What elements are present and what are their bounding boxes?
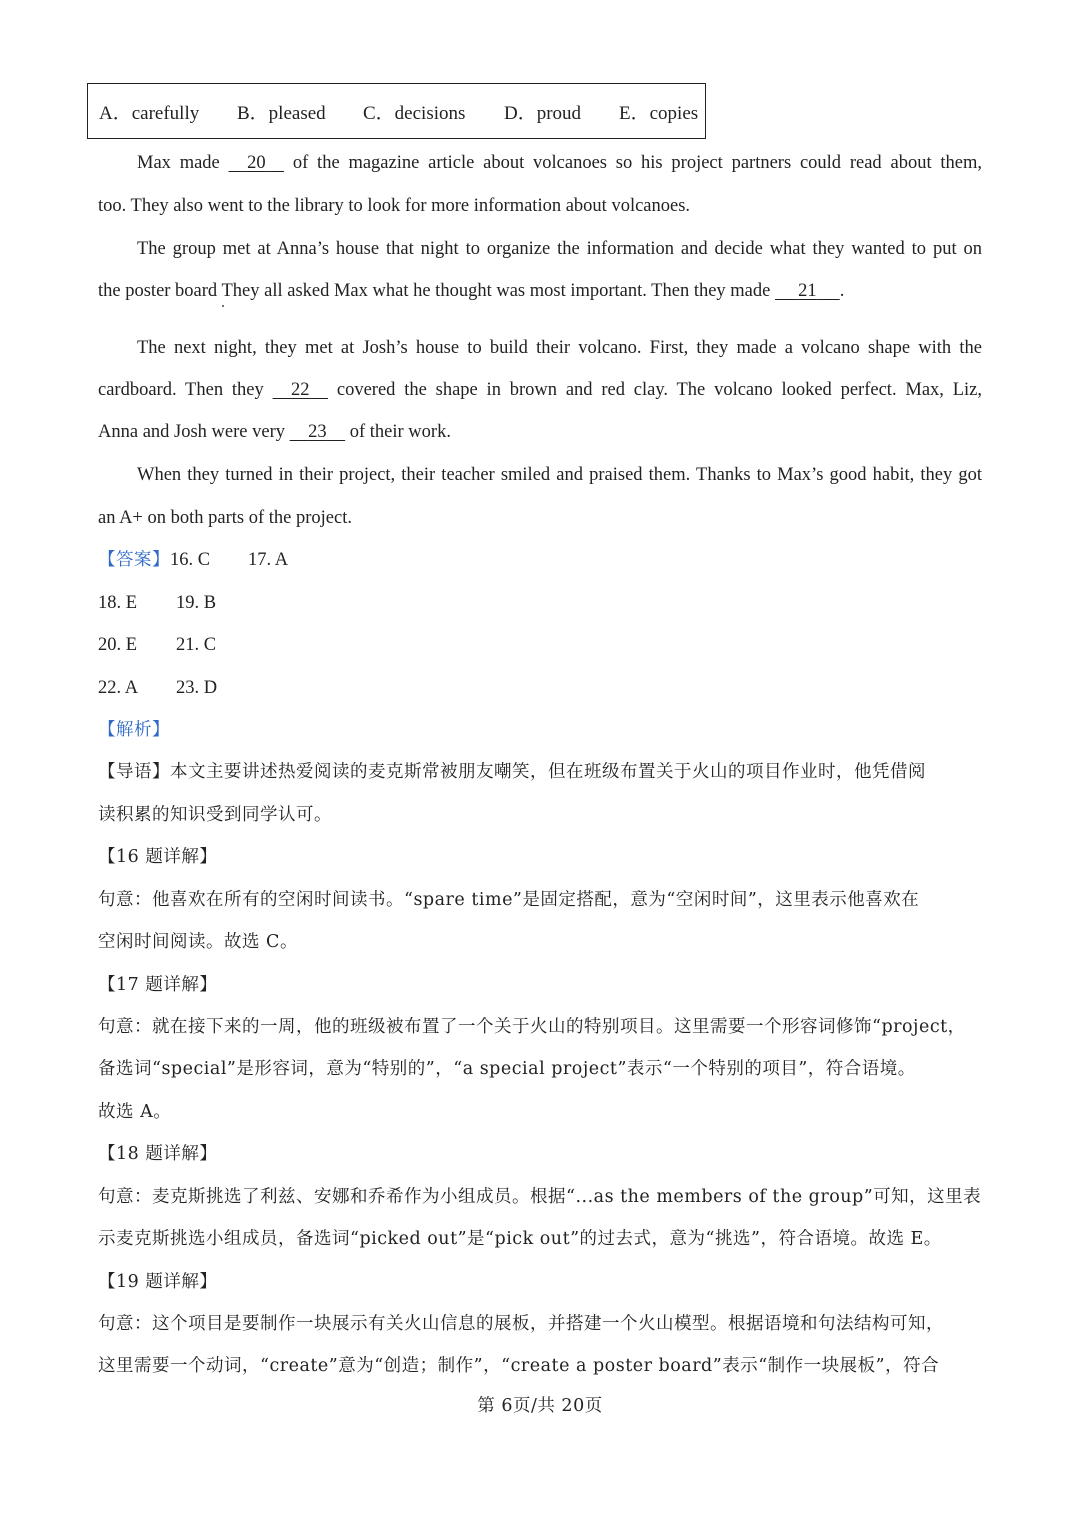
answer-row: 【答案】16. C 17. A [98, 550, 289, 570]
q19-heading: 【19 题详解】 [98, 1272, 218, 1292]
answer-label: 【答案】 [98, 550, 170, 570]
q17-line: 句意：就在接下来的一周，他的班级被布置了一个关于火山的特别项目。这里需要一个形容词修饰“project， [98, 1017, 966, 1037]
option-c: C．decisions [363, 102, 466, 124]
page-footer: 第 6页/共 20页 [477, 1396, 603, 1416]
q16-line: 空闲时间阅读。故选 C。 [98, 932, 298, 952]
word-options-box [87, 83, 706, 139]
analysis-label: 【解析】 [98, 720, 170, 740]
q18-line: 句意：麦克斯挑选了利兹、安娜和乔希作为小组成员。根据“...as the members of the group”可知，这里表 [98, 1187, 982, 1207]
q17-heading: 【17 题详解】 [98, 975, 218, 995]
intro-line: 读积累的知识受到同学认可。 [98, 805, 332, 825]
q19-line: 这里需要一个动词，“create”意为“创造；制作”，“create a poster board”表示“制作一块展板”，符合 [98, 1356, 940, 1376]
q18-heading: 【18 题详解】 [98, 1144, 218, 1164]
passage-line: The next night, they met at Josh’s house to build their volcano. First, they made a volcano shape with the [137, 338, 982, 358]
q19-line: 句意：这个项目是要制作一块展示有关火山信息的展板，并搭建一个火山模型。根据语境和句法结构可知， [98, 1314, 944, 1334]
blank-23: 23 [308, 422, 327, 442]
passage-line: When they turned in their project, their teacher smiled and praised them. Thanks to Max’s good habit, they got [137, 465, 982, 485]
passage-line: cardboard. Then they 22 covered the shape in brown and red clay. The volcano looked perfect. Max, Liz, [98, 380, 983, 400]
option-b: B．pleased [237, 102, 326, 124]
q17-line: 备选词“special”是形容词，意为“特别的”，“a special project”表示“一个特别的项目”，符合语境。 [98, 1059, 916, 1079]
passage-line: Max made 20 of the magazine article about volcanoes so his project partners could read about them, [137, 153, 982, 173]
passage-line: The group met at Anna’s house that night to organize the information and decide what they wanted to put on [137, 239, 982, 259]
passage-line: too. They also went to the library to look for more information about volcanoes. [98, 196, 691, 216]
q16-heading: 【16 题详解】 [98, 847, 218, 867]
option-e: E．copies [619, 102, 699, 124]
blank-22: 22 [291, 380, 310, 400]
q17-line: 故选 A。 [98, 1102, 172, 1122]
answer-row: 22. A 23. D [98, 678, 218, 698]
blank-20: 20 [247, 153, 266, 173]
q18-line: 示麦克斯挑选小组成员，备选词“picked out”是“pick out”的过去式，意为“挑选”，符合语境。故选 E。 [98, 1229, 942, 1249]
q16-line: 句意：他喜欢在所有的空闲时间读书。“spare time”是固定搭配，意为“空闲时间”，这里表示他喜欢在 [98, 890, 920, 910]
passage-line: an A+ on both parts of the project. [98, 508, 352, 528]
option-a: A．carefully [99, 102, 200, 124]
passage-line: Anna and Josh were very 23 of their work. [98, 422, 451, 442]
option-d: D．proud [504, 102, 582, 124]
answer-row: 18. E 19. B [98, 593, 217, 613]
answer-row: 20. E 21. C [98, 635, 217, 655]
blank-21: 21 [798, 281, 817, 301]
passage-line: the poster board They all asked Max what he thought was most important. Then they made 21 . [98, 281, 845, 301]
stray-dot [222, 305, 224, 307]
intro-line: 【导语】本文主要讲述热爱阅读的麦克斯常被朋友嘲笑，但在班级布置关于火山的项目作业时，他凭借阅 [98, 762, 926, 782]
